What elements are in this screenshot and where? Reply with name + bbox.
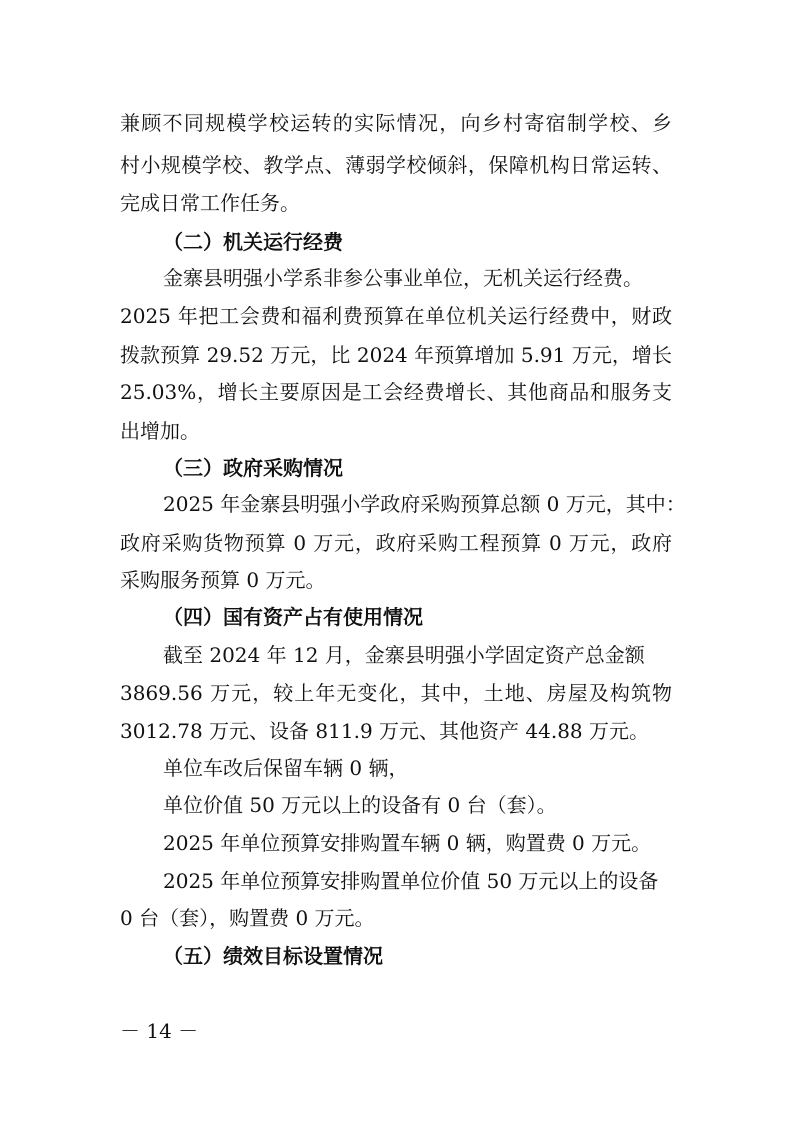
paragraph-line: 完成日常工作任务。	[120, 191, 300, 215]
paragraph-line: 出增加。	[120, 419, 200, 443]
paragraph-line: 3869.56 万元，较上年无变化，其中，土地、房屋及构筑物	[120, 681, 672, 705]
paragraph-line: 2025 年金寨县明强小学政府采购预算总额 0 万元，其中：	[163, 492, 686, 516]
paragraph-line: 2025 年把工会费和福利费预算在单位机关运行经费中，财政	[120, 304, 672, 328]
paragraph-line: 金寨县明强小学系非参公事业单位，无机关运行经费。	[163, 266, 643, 290]
section-heading: （五）绩效目标设置情况	[163, 944, 383, 968]
paragraph-line: 截至 2024 年 12 月，金寨县明强小学固定资产总金额	[163, 643, 645, 667]
paragraph-line: 单位价值 50 万元以上的设备有 0 台（套）。	[163, 793, 557, 817]
section-heading: （二）机关运行经费	[163, 230, 343, 254]
paragraph-line: 单位车改后保留车辆 0 辆，	[163, 756, 409, 780]
paragraph-line: 拨款预算 29.52 万元，比 2024 年预算增加 5.91 万元，增长	[120, 343, 672, 367]
paragraph-line: 25.03%，增长主要原因是工会经费增长、其他商品和服务支	[120, 380, 672, 404]
paragraph-line: 兼顾不同规模学校运转的实际情况，向乡村寄宿制学校、乡	[120, 111, 672, 135]
paragraph-line: 2025 年单位预算安排购置车辆 0 辆，购置费 0 万元。	[163, 831, 652, 855]
paragraph-line: 0 台（套），购置费 0 万元。	[120, 906, 375, 930]
section-heading: （三）政府采购情况	[163, 456, 343, 480]
section-heading: （四）国有资产占有使用情况	[163, 605, 423, 629]
page-number: － 14 －	[120, 1019, 199, 1043]
paragraph-line: 政府采购货物预算 0 万元，政府采购工程预算 0 万元，政府	[120, 531, 672, 555]
paragraph-line: 村小规模学校、教学点、薄弱学校倾斜，保障机构日常运转、	[120, 153, 672, 177]
paragraph-line: 2025 年单位预算安排购置单位价值 50 万元以上的设备	[163, 869, 659, 893]
paragraph-line: 3012.78 万元、设备 811.9 万元、其他资产 44.88 万元。	[120, 719, 650, 743]
paragraph-line: 采购服务预算 0 万元。	[120, 568, 326, 592]
